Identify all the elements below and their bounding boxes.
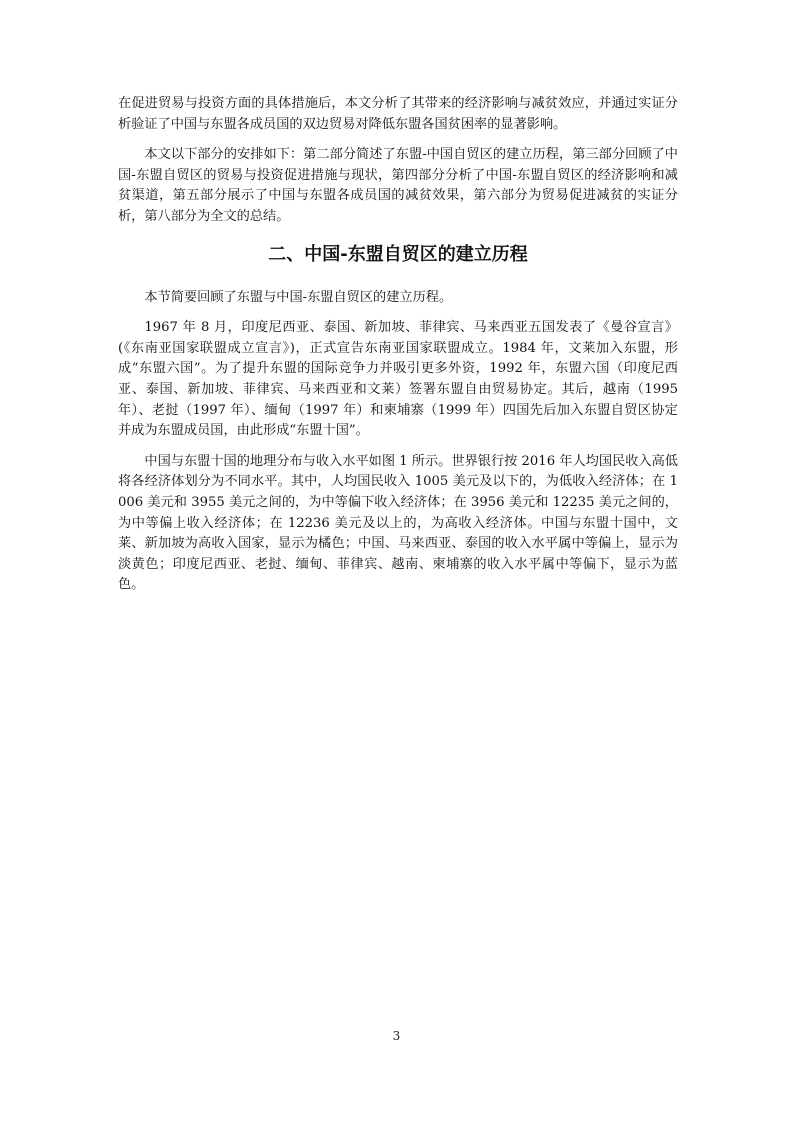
paragraph-section-summary: 本节简要回顾了东盟与中国-东盟自贸区的建立历程。 [144, 289, 453, 305]
section-heading: 二、中国-东盟自贸区的建立历程 [268, 243, 528, 265]
paragraph-intro-continuation: 在促进贸易与投资方面的具体措施后，本文分析了其带来的经济影响与减贫效应，并通过实证分析验证了中国与东盟各成员国的双边贸易对降低东盟各国贫困率的显著影响。 [118, 96, 678, 132]
page-number: 3 [392, 1029, 401, 1043]
paragraph-income-classification: 中国与东盟十国的地理分布与收入水平如图 1 所示。世界银行按 2016 年人均国民收入高低将各经济体划分为不同水平。其中，人均国民收入 1005 美元及以下的，为低收入经济体；在 1006 美元和 3955 美元之间的，为中等偏下收入经济体；在 3956 美元和 12235 美元之间的，为中等偏上收入经济体；在 12236 美元及以上的，为高收入经济体。中国与东盟十国中，文莱、新加坡为高收入国家，显示为橘色；中国、马来西亚、泰国的收入水平属中等偏上，显示为淡黄色；印度尼西亚、老挝、缅甸、菲律宾、越南、柬埔寨的收入水平属中等偏下，显示为蓝色。 [118, 453, 678, 593]
document-body [118, 94, 678, 606]
paragraph-structure-overview: 本文以下部分的安排如下：第二部分简述了东盟-中国自贸区的建立历程，第三部分回顾了中国-东盟自贸区的贸易与投资促进措施与现状，第四部分分析了中国-东盟自贸区的经济影响和减贫渠道，第五部分展示了中国与东盟各成员国的减贫效果，第六部分为贸易促进减贫的实证分析，第八部分为全文的总结。 [118, 147, 678, 224]
paragraph-asean-history: 1967 年 8 月，印度尼西亚、泰国、新加坡、菲律宾、马来西亚五国发表了《曼谷宣言》(《东南亚国家联盟成立宣言》)，正式宣告东南亚国家联盟成立。1984 年，文莱加入东盟，形成“东盟六国”。为了提升东盟的国际竞争力并吸引更多外资，1992 年，东盟六国（印度尼西亚、泰国、新加坡、菲律宾、马来西亚和文莱）签署东盟自由贸易协定。其后，越南（1995 年）、老挝（1997 年）、缅甸（1997 年）和柬埔寨（1999 年）四国先后加入东盟自贸区协定并成为东盟成员国，由此形成“东盟十国”。 [118, 320, 678, 439]
